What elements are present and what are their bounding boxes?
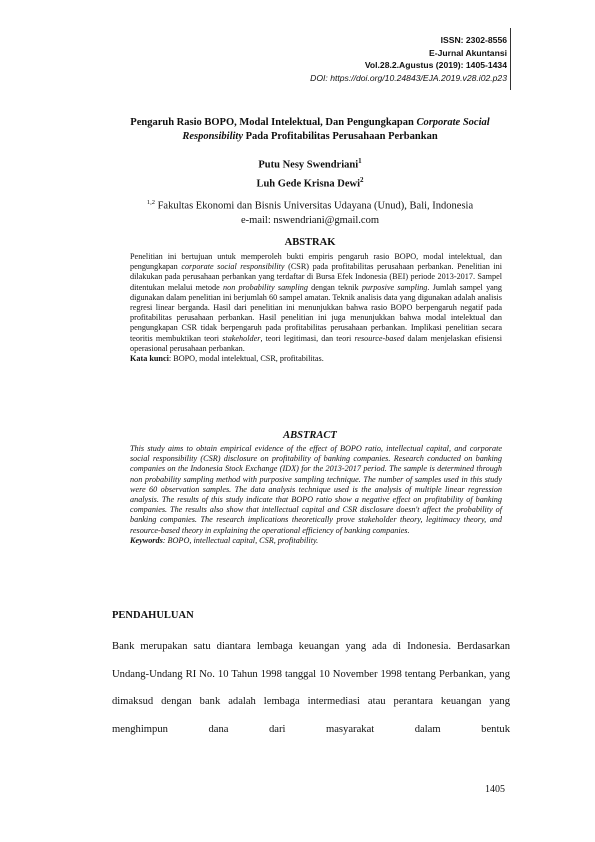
- header-divider: [510, 28, 511, 90]
- journal-name: E-Jurnal Akuntansi: [429, 47, 507, 58]
- author-list: [100, 154, 520, 191]
- kata-kunci: Kata kunci: BOPO, modal intelektual, CSR, profitabilitas.: [130, 354, 324, 364]
- affiliation: $^{1,2}$ Fakultas Ekonomi dan Bisnis Universitas Udayana (Unud), Bali, Indonesia e-mail: nswendriani@gmail.com: [100, 196, 520, 228]
- keywords: Keywords: BOPO, intellectual capital, CSR, profitability.: [130, 535, 319, 545]
- doi-link[interactable]: DOI: https://doi.org/10.24843/EJA.2019.v28.i02.p23: [310, 72, 507, 83]
- abstract-body: This study aims to obtain empirical evidence of the effect of BOPO ratio, intellectual capital, and corporate social responsibility (CSR) disclosure on profitability of banking companies. Research conducted on banking companies on the Indonesia Stock Exchange (IDX) for the 2013-2017 period. The sample is determined through non probability sampling method with purposive sampling technique. The number of samples used in this study were 60 observation samples. The data analysis technique used is the analysis of multiple linear regression analysis. The results of this study indicate that BOPO ratio show a negative effect on profitability of banking companies. The results also show that intellectual capital and CSR disclosure doesn't affect the probability of banking companies. The research implications theoretically prove stakeholder theory, legitimacy theory, and resource-based theory in explaining the operational efficiency of banking companies. Keywords: BOPO, intellectual capital, CSR, profitability.: [130, 444, 502, 545]
- page-number: 1405: [485, 784, 505, 795]
- journal-header: [310, 34, 507, 84]
- abstract-heading: ABSTRACT: [283, 430, 337, 441]
- paper-title: Pengaruh Rasio BOPO, Modal Intelektual, Dan Pengungkapan Corporate Social Responsibility Pada Profitabilitas Perusahaan Perbankan: [130, 117, 490, 142]
- journal-volume: Vol.28.2.Agustus (2019): 1405-1434: [364, 60, 507, 70]
- author-1: Putu Nesy Swendriani$^1$: [258, 157, 362, 171]
- abstrak-heading: ABSTRAK: [284, 237, 336, 248]
- section-body: Bank merupakan satu diantara lembaga keuangan yang ada di Indonesia. Berdasarkan Undang-Undang RI No. 10 Tahun 1998 tanggal 10 November 1998 tentang Perbankan, yang dimaksud dengan bank adalah lembaga intermediasi atau perantara keuangan yang menghimpun dana dari masyarakat dalam bentuk: [112, 641, 510, 735]
- issn: ISSN: 2302-8556: [440, 35, 507, 45]
- section-heading: PENDAHULUAN: [112, 610, 194, 621]
- author-email[interactable]: e-mail: nswendriani@gmail.com: [241, 214, 379, 226]
- abstrak-body: Penelitian ini bertujuan untuk memperoleh bukti empiris pengaruh rasio BOPO, modal intelektual, dan pengungkapan corporate social responsibility (CSR) pada profitabilitas perusahaan perbankan. Penelitian ini dilakukan pada perusahaan perbankan yang terdaftar di Bursa Efek Indonesia (BEI) periode 2013-2017. Sampel ditentukan melalui metode non probability sampling dengan teknik purposive sampling. Jumlah sampel yang digunakan dalam penelitian ini berjumlah 60 sampel amatan. Teknik analisis data yang digunakan adalah analisis regresi linear berganda. Hasil dari penelitian ini menunjukkan bahwa rasio BOPO berpengaruh negatif pada profitabilitas perusahaan perbankan. Hasil penelitian ini juga menunjukkan bahwa modal intelektual dan pengungkapan CSR tidak berpengaruh pada profitabilitas perusahaan perbankan. Implikasi penelitian secara teoritis membuktikan teori stakeholder, teori legitimasi, dan teori resource-based dalam menjelaskan efisiensi operasional perusahaan perbankan. Kata kunci: BOPO, modal intelektual, CSR, profitabilitas.: [130, 252, 503, 364]
- author-2: Luh Gede Krisna Dewi$^2$: [256, 175, 364, 189]
